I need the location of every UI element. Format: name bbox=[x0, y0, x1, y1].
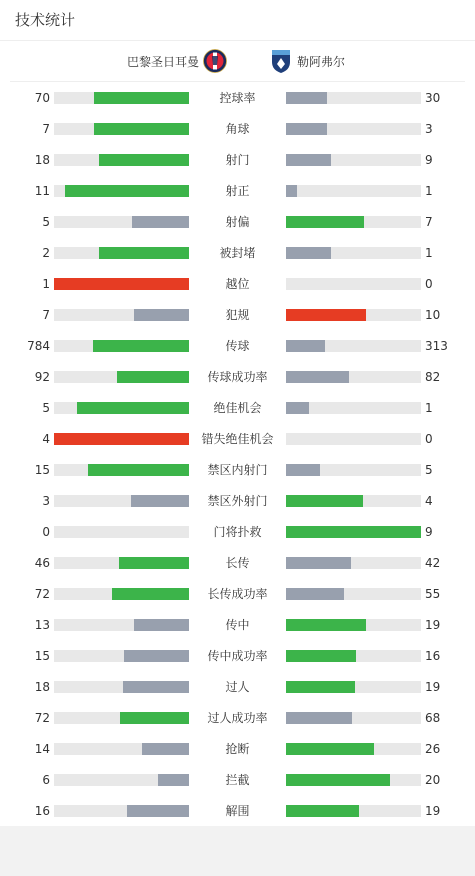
home-value: 70 bbox=[34, 91, 50, 105]
stat-label: 越位 bbox=[225, 277, 250, 291]
away-bar-track bbox=[286, 340, 421, 352]
away-value: 55 bbox=[425, 587, 441, 601]
home-value: 46 bbox=[34, 556, 50, 570]
home-bar-track bbox=[54, 464, 189, 476]
away-bar-track bbox=[286, 185, 421, 197]
away-bar-track bbox=[286, 557, 421, 569]
home-bar-fill bbox=[94, 123, 189, 135]
away-value: 82 bbox=[425, 370, 441, 384]
home-bar-track bbox=[54, 371, 189, 383]
teams-header bbox=[10, 41, 465, 82]
home-team-name: 巴黎圣日耳曼 bbox=[126, 54, 199, 69]
home-value: 15 bbox=[34, 463, 50, 477]
home-bar-track bbox=[54, 588, 189, 600]
stat-row bbox=[0, 522, 475, 542]
away-bar-track bbox=[286, 216, 421, 228]
away-bar-track bbox=[286, 495, 421, 507]
away-bar-track bbox=[286, 278, 421, 290]
home-bar-fill bbox=[120, 712, 189, 724]
home-bar-fill bbox=[117, 371, 189, 383]
home-team[interactable] bbox=[10, 48, 235, 74]
home-bar-track bbox=[54, 433, 189, 445]
away-bar-fill bbox=[286, 526, 421, 538]
away-bar-fill bbox=[286, 557, 351, 569]
home-bar-track bbox=[54, 650, 189, 662]
away-value: 5 bbox=[425, 463, 433, 477]
stat-label: 传中 bbox=[225, 618, 250, 632]
stat-label: 拦截 bbox=[225, 773, 250, 787]
home-value: 72 bbox=[34, 587, 50, 601]
stat-row bbox=[0, 150, 475, 170]
away-value: 20 bbox=[425, 773, 441, 787]
home-value: 5 bbox=[42, 401, 50, 415]
home-value: 6 bbox=[42, 773, 50, 787]
away-value: 10 bbox=[425, 308, 441, 322]
away-team-name: 勒阿弗尔 bbox=[297, 54, 346, 69]
away-bar-fill bbox=[286, 216, 364, 228]
home-bar-track bbox=[54, 92, 189, 104]
away-bar-track bbox=[286, 774, 421, 786]
home-bar-fill bbox=[65, 185, 189, 197]
home-bar-fill bbox=[132, 216, 189, 228]
home-bar-fill bbox=[134, 309, 189, 321]
away-value: 1 bbox=[425, 246, 433, 260]
stat-row bbox=[0, 460, 475, 480]
home-value: 15 bbox=[34, 649, 50, 663]
home-value: 784 bbox=[27, 339, 50, 353]
home-bar-fill bbox=[131, 495, 189, 507]
stat-row bbox=[0, 305, 475, 325]
home-value: 7 bbox=[42, 308, 50, 322]
home-value: 3 bbox=[42, 494, 50, 508]
stat-label: 禁区外射门 bbox=[207, 494, 268, 508]
away-bar-fill bbox=[286, 92, 327, 104]
away-value: 1 bbox=[425, 401, 433, 415]
away-bar-track bbox=[286, 309, 421, 321]
away-value: 68 bbox=[425, 711, 441, 725]
stat-label: 过人 bbox=[225, 680, 250, 694]
away-bar-fill bbox=[286, 340, 325, 352]
home-bar-fill bbox=[123, 681, 189, 693]
away-bar-fill bbox=[286, 619, 366, 631]
home-bar-fill bbox=[88, 464, 189, 476]
stat-label: 绝佳机会 bbox=[213, 401, 262, 415]
stat-row bbox=[0, 88, 475, 108]
away-value: 4 bbox=[425, 494, 433, 508]
away-bar-fill bbox=[286, 495, 363, 507]
away-bar-fill bbox=[286, 154, 331, 166]
away-bar-fill bbox=[286, 247, 331, 259]
away-value: 19 bbox=[425, 804, 441, 818]
home-bar-fill bbox=[77, 402, 189, 414]
stat-row bbox=[0, 553, 475, 573]
home-bar-fill bbox=[94, 92, 189, 104]
home-value: 72 bbox=[34, 711, 50, 725]
away-bar-track bbox=[286, 123, 421, 135]
away-bar-fill bbox=[286, 588, 344, 600]
stat-label: 错失绝佳机会 bbox=[201, 432, 274, 446]
stat-row bbox=[0, 119, 475, 139]
stat-row bbox=[0, 181, 475, 201]
away-value: 0 bbox=[425, 432, 433, 446]
stat-label: 被封堵 bbox=[219, 246, 256, 260]
stat-label: 传球成功率 bbox=[207, 370, 268, 384]
home-value: 18 bbox=[34, 153, 50, 167]
home-bar-fill bbox=[119, 557, 189, 569]
home-bar-track bbox=[54, 154, 189, 166]
stat-row bbox=[0, 243, 475, 263]
home-bar-track bbox=[54, 743, 189, 755]
stat-row bbox=[0, 677, 475, 697]
home-value: 1 bbox=[42, 277, 50, 291]
away-bar-track bbox=[286, 588, 421, 600]
away-value: 313 bbox=[425, 339, 448, 353]
stat-row bbox=[0, 770, 475, 790]
home-bar-fill bbox=[112, 588, 189, 600]
away-bar-track bbox=[286, 154, 421, 166]
stat-row bbox=[0, 491, 475, 511]
home-value: 5 bbox=[42, 215, 50, 229]
home-bar-fill bbox=[93, 340, 189, 352]
home-bar-fill bbox=[99, 247, 189, 259]
stat-row bbox=[0, 367, 475, 387]
away-value: 0 bbox=[425, 277, 433, 291]
away-value: 42 bbox=[425, 556, 441, 570]
away-bar-track bbox=[286, 402, 421, 414]
away-bar-fill bbox=[286, 774, 390, 786]
home-bar-track bbox=[54, 712, 189, 724]
away-bar-fill bbox=[286, 123, 327, 135]
away-bar-track bbox=[286, 619, 421, 631]
stat-label: 门将扑救 bbox=[213, 525, 262, 539]
away-bar-track bbox=[286, 464, 421, 476]
home-bar-track bbox=[54, 526, 189, 538]
stat-row bbox=[0, 801, 475, 821]
home-bar-track bbox=[54, 402, 189, 414]
home-value: 92 bbox=[34, 370, 50, 384]
away-bar-track bbox=[286, 92, 421, 104]
home-bar-fill bbox=[142, 743, 189, 755]
stat-label: 长传 bbox=[225, 556, 250, 570]
away-bar-track bbox=[286, 650, 421, 662]
stat-label: 射门 bbox=[225, 153, 250, 167]
stat-label: 禁区内射门 bbox=[207, 463, 268, 477]
away-bar-fill bbox=[286, 743, 374, 755]
away-value: 7 bbox=[425, 215, 433, 229]
away-value: 1 bbox=[425, 184, 433, 198]
stat-label: 过人成功率 bbox=[207, 711, 268, 725]
stat-label: 传球 bbox=[225, 339, 250, 353]
away-value: 9 bbox=[425, 525, 433, 539]
away-value: 19 bbox=[425, 680, 441, 694]
away-bar-track bbox=[286, 681, 421, 693]
stat-label: 传中成功率 bbox=[207, 649, 268, 663]
stat-label: 控球率 bbox=[219, 91, 256, 105]
stat-label: 角球 bbox=[225, 122, 250, 136]
stat-row bbox=[0, 274, 475, 294]
away-value: 30 bbox=[425, 91, 441, 105]
away-bar-fill bbox=[286, 650, 356, 662]
home-bar-track bbox=[54, 123, 189, 135]
home-bar-track bbox=[54, 340, 189, 352]
stat-label: 射正 bbox=[225, 184, 250, 198]
stat-label: 长传成功率 bbox=[207, 587, 268, 601]
home-bar-track bbox=[54, 495, 189, 507]
home-value: 11 bbox=[34, 184, 50, 198]
home-bar-track bbox=[54, 681, 189, 693]
home-bar-fill bbox=[99, 154, 189, 166]
home-bar-track bbox=[54, 557, 189, 569]
home-value: 18 bbox=[34, 680, 50, 694]
home-bar-fill bbox=[124, 650, 189, 662]
home-bar-track bbox=[54, 278, 189, 290]
home-value: 2 bbox=[42, 246, 50, 260]
away-team[interactable] bbox=[235, 48, 460, 74]
away-bar-track bbox=[286, 526, 421, 538]
away-bar-track bbox=[286, 743, 421, 755]
stat-row bbox=[0, 336, 475, 356]
home-bar-fill bbox=[134, 619, 189, 631]
away-value: 16 bbox=[425, 649, 441, 663]
home-bar-fill bbox=[158, 774, 189, 786]
stat-row bbox=[0, 398, 475, 418]
home-bar-track bbox=[54, 185, 189, 197]
stat-row bbox=[0, 429, 475, 449]
home-bar-fill bbox=[54, 278, 189, 290]
away-bar-track bbox=[286, 805, 421, 817]
home-bar-track bbox=[54, 805, 189, 817]
home-bar-track bbox=[54, 774, 189, 786]
away-bar-fill bbox=[286, 712, 352, 724]
home-bar-track bbox=[54, 216, 189, 228]
away-bar-fill bbox=[286, 681, 355, 693]
away-bar-track bbox=[286, 712, 421, 724]
home-value: 14 bbox=[34, 742, 50, 756]
home-value: 7 bbox=[42, 122, 50, 136]
away-bar-track bbox=[286, 247, 421, 259]
le-havre-crest-icon bbox=[269, 48, 293, 74]
stat-label: 犯规 bbox=[225, 308, 250, 322]
home-bar-track bbox=[54, 309, 189, 321]
away-bar-fill bbox=[286, 805, 359, 817]
away-value: 26 bbox=[425, 742, 441, 756]
stat-row bbox=[0, 646, 475, 666]
home-value: 4 bbox=[42, 432, 50, 446]
away-bar-fill bbox=[286, 371, 349, 383]
home-bar-fill bbox=[54, 433, 189, 445]
away-bar-fill bbox=[286, 464, 320, 476]
stat-label: 解围 bbox=[225, 804, 250, 818]
stat-row bbox=[0, 615, 475, 635]
away-bar-fill bbox=[286, 185, 297, 197]
page-title: 技术统计 bbox=[0, 0, 475, 41]
stat-label: 射偏 bbox=[225, 215, 250, 229]
away-bar-fill bbox=[286, 402, 309, 414]
home-bar-track bbox=[54, 619, 189, 631]
away-value: 9 bbox=[425, 153, 433, 167]
home-value: 0 bbox=[42, 525, 50, 539]
away-value: 19 bbox=[425, 618, 441, 632]
stat-row bbox=[0, 584, 475, 604]
home-bar-track bbox=[54, 247, 189, 259]
stat-row bbox=[0, 212, 475, 232]
home-value: 13 bbox=[34, 618, 50, 632]
home-bar-fill bbox=[127, 805, 189, 817]
home-value: 16 bbox=[34, 804, 50, 818]
psg-crest-icon bbox=[203, 48, 227, 74]
stat-row bbox=[0, 708, 475, 728]
away-bar-track bbox=[286, 433, 421, 445]
away-value: 3 bbox=[425, 122, 433, 136]
away-bar-track bbox=[286, 371, 421, 383]
away-bar-fill bbox=[286, 309, 366, 321]
stat-row bbox=[0, 739, 475, 759]
stat-label: 抢断 bbox=[225, 742, 250, 756]
